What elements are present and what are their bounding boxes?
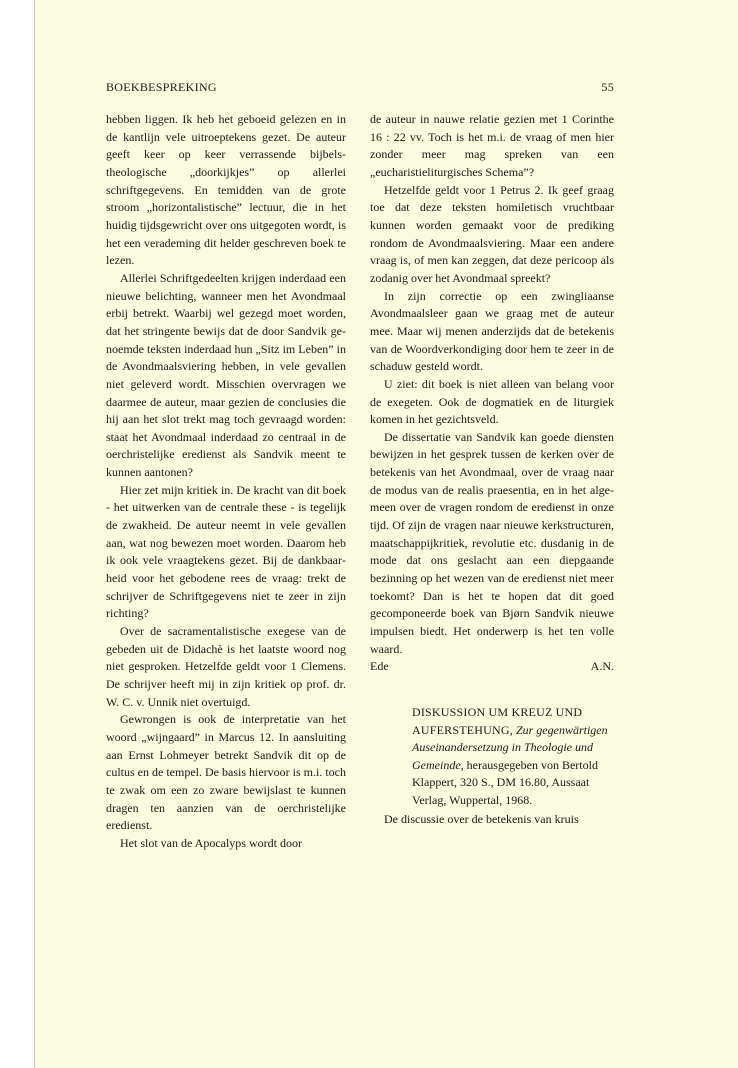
paragraph: hebben liggen. Ik heb het geboeid gelezen en in de kantlijn vele uitroeptekens gezet. De auteur geeft keer op keer verrassende bijbels-theologische „doorkijkjes” op allerlei schriftgegevens. En temidden van de grote stroom „horizontalistische” lectuur, die in het huidig tijdsgewricht over ons uitgegoten wordt, is het een verademing dit helder geschreven boek te lezen.: [106, 112, 346, 268]
paragraph: De dissertatie van Sandvik kan goede diensten bewijzen in het gesprek tussen de kerken over de betekenis van het Avondmaal, over de vraag naar de modus van de realis praesentia, en in het algemeen over de vragen rondom de eredienst in onze tijd. Of zijn de vragen naar nieuwe kerkstructuren, maatschappijkritiek, revolutie etc. dusdanig in de mode dat ons geslacht aan een diepgaande bezinning op het wezen van de eredienst niet meer toekomt? Dan is het te hopen dat dit goed gecomponeerde boek van Bjørn Sandvik nieuwe impulsen biedt. Het onderwerp is het ten volle waard.: [370, 429, 614, 656]
review-title: DISKUSSION UM KREUZ UND AUFERSTEHUNG,: [412, 705, 583, 737]
right-column: [370, 111, 614, 828]
running-header: [106, 80, 614, 98]
paragraph: Hier zet mijn kritiek in. De kracht van dit boek - het uitwerken van de centrale these - is tegelijk de zwakheid. De auteur neemt in vele gevallen aan, wat nog bewezen moet worden. Daarom heb ik ook vele vraagtekens gezet. Bij de dankbaarheid voor het gebodene rees de vraag: trekt de schrijver de Schriftgegevens niet te zeer in zijn richting?: [106, 482, 346, 621]
page-number: 55: [601, 80, 614, 94]
paragraph: U ziet: dit boek is niet alleen van belang voor de exegeten. Ook de dogmatiek en de liturgiek komen in het gezichtsveld.: [370, 376, 614, 427]
paragraph: Allerlei Schriftgedeelten krijgen inderdaad een nieuwe belichting, wanneer men het Avondmaal erbij betrekt. Waarbij wel gezegd moet worden, dat het stringente bewijs dat de door Sandvik genoemde teksten inderdaad hun „Sitz im Leben” in de Avondmaalsviering hebben, in vele gevallen niet geleverd wordt. Misschien overvragen we daarmee de auteur, maar gezien de conclusies die hij aan het slot trekt mag toch gevraagd worden: staat het Avondmaal inderdaad zo centraal in de oerchristelijke eredienst als Sandvik meent te kunnen aantonen?: [106, 270, 346, 480]
review-entry: [412, 704, 614, 810]
paragraph: de auteur in nauwe relatie gezien met 1 Corinthe 16 : 22 vv. Toch is het m.i. de vraag of men hier zonder meer mag spreken van een „eucharistieliturgisches Schema”?: [370, 112, 614, 179]
review-details: herausgegeben von Bertold Klappert, 320 S., DM 16.80, Aussaat Verlag, Wuppertal, 1968.: [412, 757, 598, 807]
header-title: BOEKBESPREKING: [106, 80, 217, 94]
paragraph: De discussie over de betekenis van kruis: [384, 811, 579, 826]
signature: [370, 658, 614, 676]
left-column: [106, 111, 346, 853]
paragraph: Over de sacramentalistische exegese van de gebeden uit de Didachè is het laatste woord nog niet gesproken. Hetzelfde geldt voor 1 Clemens. De schrijver heeft mij in zijn kritiek op prof. dr. W. C. v. Unnik niet overtuigd.: [106, 624, 346, 709]
paragraph: In zijn correctie op een zwingliaanse Avondmaalsleer gaan we graag met de auteur mee. Maar wij menen anderzijds dat de betekenis van de Woordverkondiging door hem te zeer in de schaduw gesteld wordt.: [370, 288, 614, 374]
paragraph: Hetzelfde geldt voor 1 Petrus 2. Ik geef graag toe dat deze teksten homiletisch vruchtbaar kunnen worden gemaakt voor de prediking rondom de Avondmaalsviering. Maar een andere vraag is, of men kan zeggen, dat deze pericoop als zodanig over het Avondmaal spreekt?: [370, 182, 614, 285]
paragraph: Gewrongen is ook de interpretatie van het woord „wijngaard” in Marcus 12. In aansluiting aan Ernst Lohmeyer betrekt Sandvik dit op de cultus en de tempel. De basis hiervoor is m.i. toch te zwak om een zo zware bewijslast te kunnen dragen ten aanzien van de oerchristelijke eredienst.: [106, 712, 346, 833]
paragraph: Het slot van de Apocalyps wordt door: [120, 835, 302, 850]
signature-initials: A.N.: [590, 659, 614, 674]
review-subtitle: Zur gegenwärtigen Auseinandersetzung in Theologie und Gemeinde,: [412, 722, 608, 772]
signature-place: Ede: [370, 659, 389, 674]
